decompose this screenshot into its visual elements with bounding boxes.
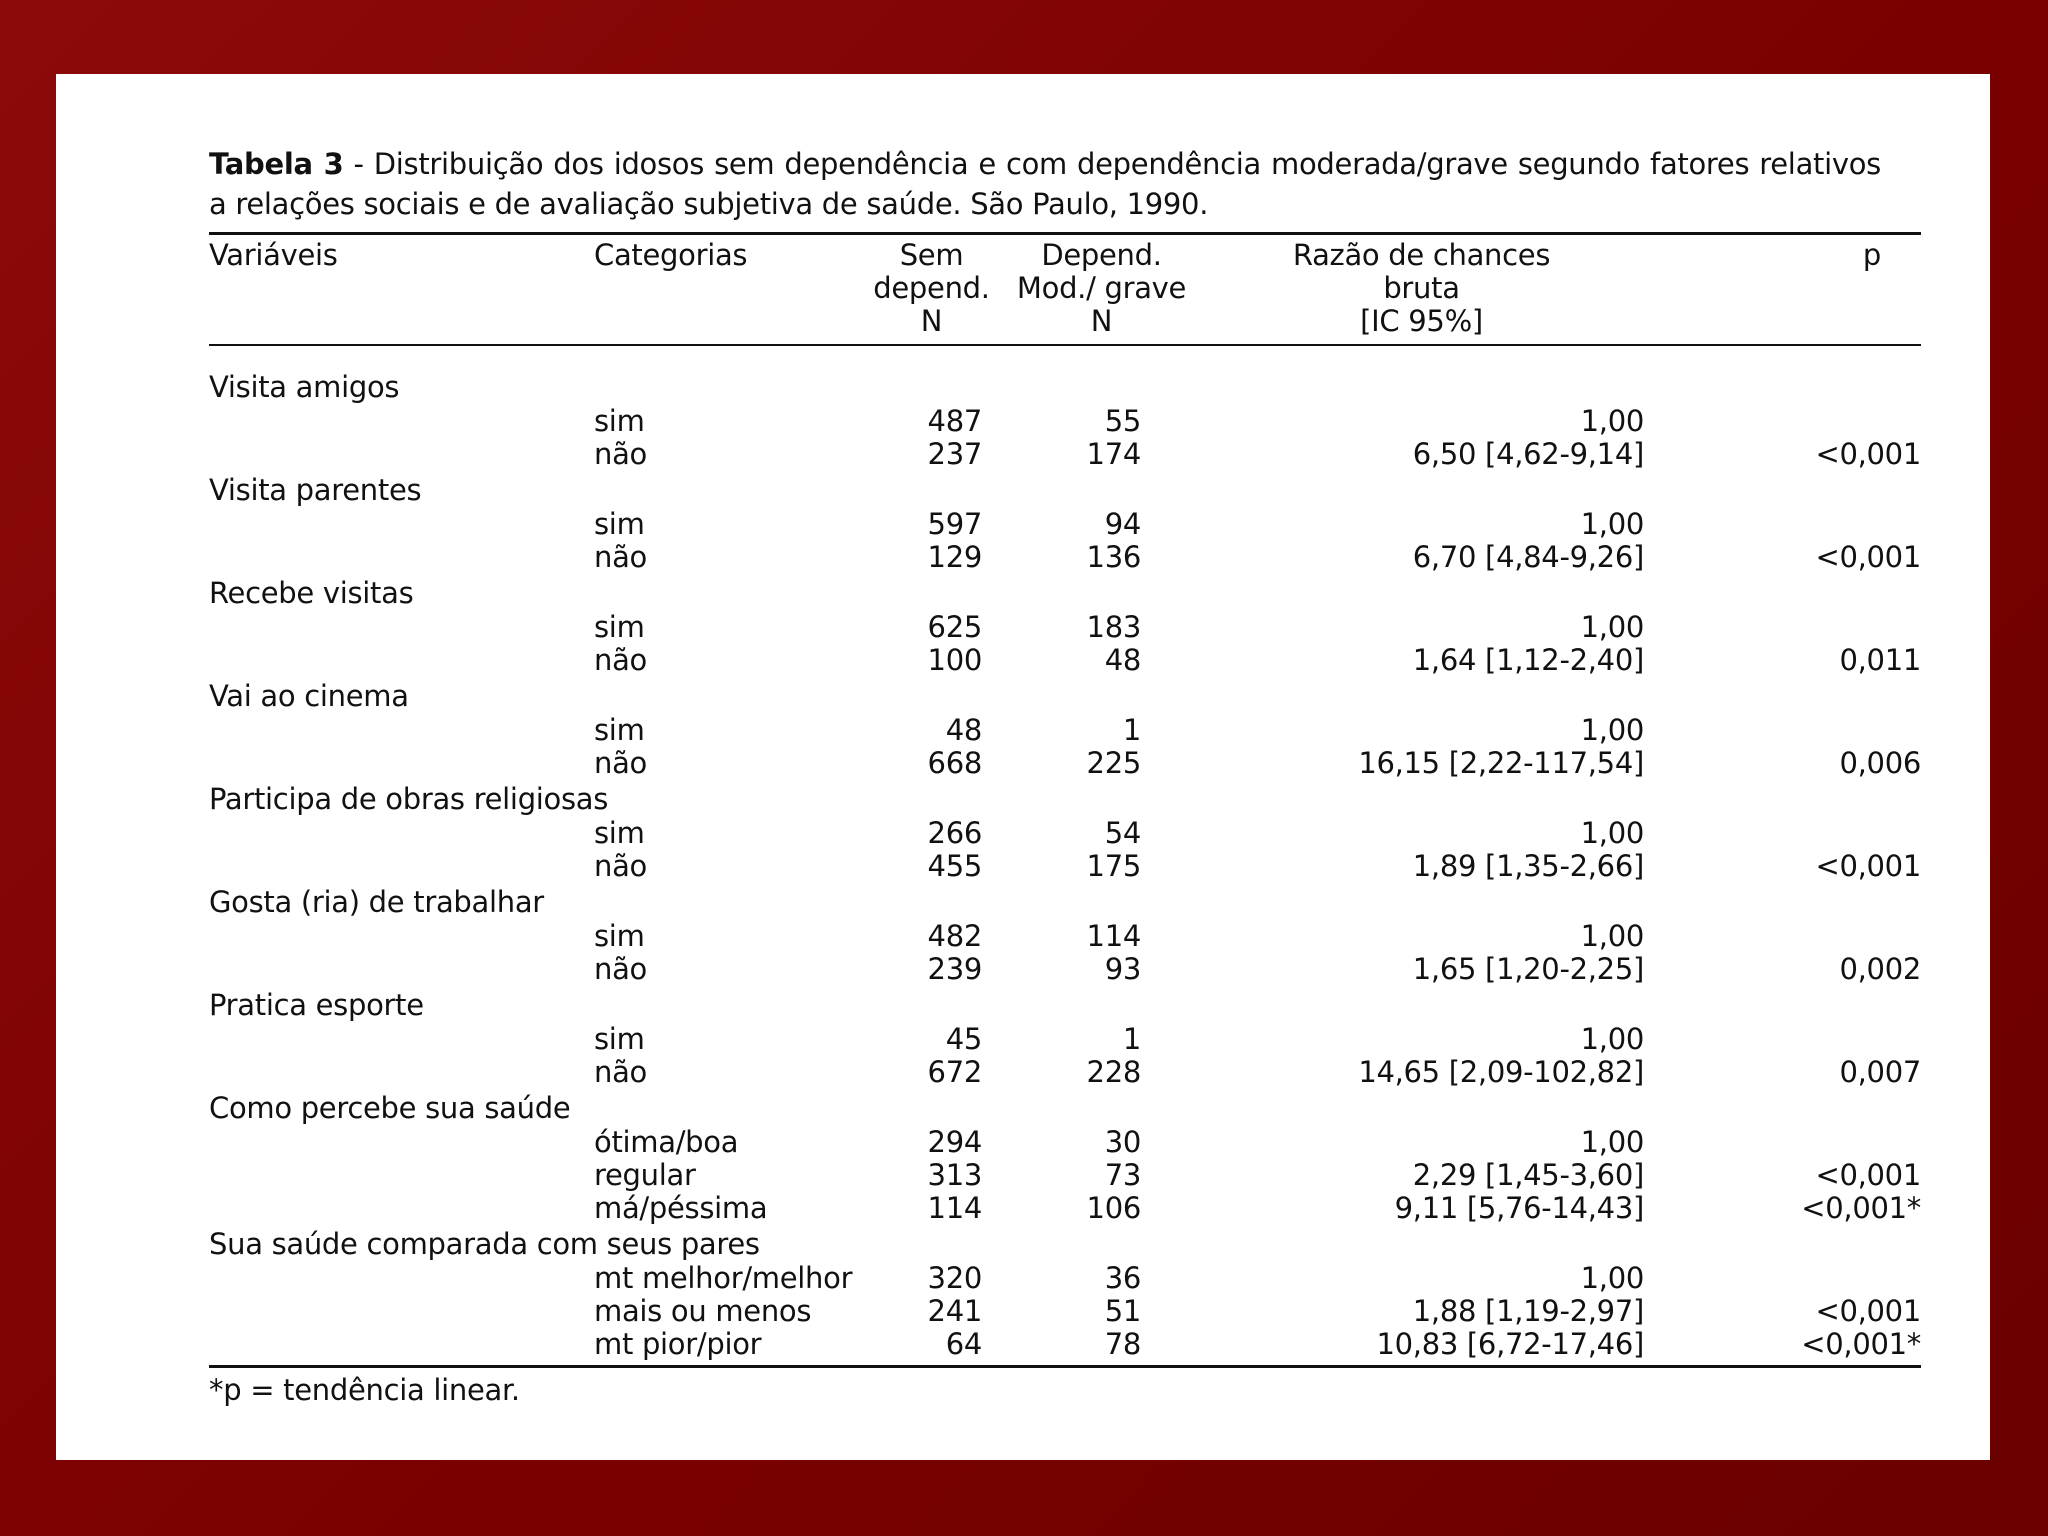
table-row [209, 953, 1921, 986]
table-row [209, 541, 1921, 574]
odds-ratio-cell: 16,15 [2,22-117,54] [1358, 746, 1644, 780]
dependencia-cell: 94 [1104, 507, 1141, 541]
variable-label: Recebe visitas [209, 576, 414, 610]
variable-cell [209, 1295, 594, 1328]
variable-row [209, 368, 1921, 405]
dependencia-cell: 106 [1086, 1191, 1141, 1225]
dependencia-cell: 225 [1086, 746, 1141, 780]
odds-ratio-cell: 1,00 [1580, 1125, 1644, 1159]
category-cell: não [594, 849, 647, 883]
category-cell: mt pior/pior [594, 1328, 859, 1367]
p-value-cell: <0,001 [1815, 540, 1921, 574]
sem-dependencia-cell: 672 [927, 1055, 982, 1089]
variable-row [209, 986, 1921, 1023]
sem-dependencia-cell: 100 [927, 643, 982, 677]
table-row [209, 1023, 1921, 1056]
header-razao-de-chances: Razão de chances bruta [IC 95%] [1199, 234, 1644, 346]
variable-cell [209, 541, 594, 574]
sem-dependencia-cell: 313 [927, 1158, 982, 1192]
p-value-cell: 0,006 [1839, 746, 1921, 780]
variable-label: Pratica esporte [209, 988, 424, 1022]
p-value-cell: <0,001 [1815, 1294, 1921, 1328]
odds-ratio-cell: 1,00 [1580, 507, 1644, 541]
variable-row [209, 1225, 1921, 1262]
category-cell: sim [594, 610, 645, 644]
table-body [209, 345, 1921, 1367]
sem-dependencia-cell: 64 [859, 1328, 1004, 1367]
category-cell: não [594, 643, 647, 677]
header-variaveis: Variáveis [209, 234, 594, 346]
sem-dependencia-cell: 482 [927, 919, 982, 953]
table-row [209, 920, 1921, 953]
variable-label: Sua saúde comparada com seus pares [209, 1227, 760, 1261]
sem-dependencia-cell: 455 [927, 849, 982, 883]
table-row [209, 438, 1921, 471]
table-row [209, 1328, 1921, 1367]
category-cell: sim [594, 816, 645, 850]
odds-ratio-cell: 1,00 [1580, 816, 1644, 850]
category-cell: não [594, 540, 647, 574]
table-document [209, 144, 1921, 1408]
variable-cell [209, 850, 594, 883]
dependencia-cell: 93 [1104, 952, 1141, 986]
p-value-cell [1644, 1023, 1921, 1056]
p-value-cell [1644, 508, 1921, 541]
category-cell: sim [594, 919, 645, 953]
category-cell: regular [594, 1158, 696, 1192]
variable-cell [209, 714, 594, 747]
odds-ratio-cell: 10,83 [6,72-17,46] [1199, 1328, 1644, 1367]
slide-panel [56, 74, 1990, 1460]
table-row [209, 405, 1921, 438]
category-cell: não [594, 437, 647, 471]
table-row [209, 644, 1921, 677]
odds-ratio-cell: 1,00 [1580, 404, 1644, 438]
table-row [209, 508, 1921, 541]
sem-dependencia-cell: 129 [927, 540, 982, 574]
sem-dependencia-cell: 597 [927, 507, 982, 541]
table-row [209, 850, 1921, 883]
sem-dependencia-cell: 668 [927, 746, 982, 780]
variable-cell [209, 1328, 594, 1367]
dependencia-cell: 1 [1122, 1022, 1141, 1056]
category-cell: má/péssima [594, 1191, 768, 1225]
variable-row [209, 780, 1921, 817]
table-caption [209, 144, 1881, 224]
variable-label: Visita parentes [209, 473, 422, 507]
table-row [209, 1262, 1921, 1295]
dependencia-cell: 51 [1104, 1294, 1141, 1328]
variable-label: Como percebe sua saúde [209, 1091, 571, 1125]
variable-cell [209, 1126, 594, 1159]
variable-cell [209, 508, 594, 541]
category-cell: sim [594, 713, 645, 747]
dependencia-cell: 54 [1104, 816, 1141, 850]
variable-row [209, 574, 1921, 611]
table-footnote: *p = tendência linear. [209, 1373, 520, 1407]
odds-ratio-cell: 1,00 [1580, 713, 1644, 747]
sem-dependencia-cell: 114 [927, 1191, 982, 1225]
variable-label: Vai ao cinema [209, 679, 409, 713]
table-caption-label: Tabela 3 [209, 147, 344, 181]
table-row [209, 611, 1921, 644]
table-spacer [209, 345, 1921, 368]
p-value-cell: 0,011 [1839, 643, 1921, 677]
dependencia-cell: 78 [1004, 1328, 1199, 1367]
variable-row [209, 883, 1921, 920]
p-value-cell [1644, 920, 1921, 953]
variable-label: Gosta (ria) de trabalhar [209, 885, 544, 919]
category-cell: não [594, 952, 647, 986]
dependencia-cell: 228 [1086, 1055, 1141, 1089]
odds-ratio-cell: 1,65 [1,20-2,25] [1412, 952, 1644, 986]
odds-ratio-cell: 9,11 [5,76-14,43] [1394, 1191, 1644, 1225]
p-value-cell: <0,001* [1644, 1328, 1921, 1367]
header-categorias: Categorias [594, 234, 859, 346]
odds-ratio-cell: 6,50 [4,62-9,14] [1412, 437, 1644, 471]
odds-ratio-cell: 1,00 [1580, 1261, 1644, 1295]
table-row [209, 1056, 1921, 1089]
table-caption-text: - Distribuição dos idosos sem dependência e com dependência moderada/grave segundo fatores relativos a relações sociais e de avaliação subjetiva de saúde. São Paulo, 1990. [209, 147, 1881, 221]
odds-ratio-cell: 2,29 [1,45-3,60] [1412, 1158, 1644, 1192]
variable-cell [209, 438, 594, 471]
variable-label: Participa de obras religiosas [209, 782, 609, 816]
dependencia-cell: 174 [1086, 437, 1141, 471]
p-value-cell: 0,007 [1839, 1055, 1921, 1089]
dependencia-cell: 175 [1086, 849, 1141, 883]
variable-cell [209, 1192, 594, 1225]
category-cell: não [594, 746, 647, 780]
category-cell: sim [594, 507, 645, 541]
odds-ratio-cell: 1,00 [1580, 1022, 1644, 1056]
variable-cell [209, 405, 594, 438]
variable-cell [209, 920, 594, 953]
p-value-cell: <0,001 [1815, 849, 1921, 883]
odds-ratio-cell: 1,64 [1,12-2,40] [1412, 643, 1644, 677]
header-dependencia-moderada-grave: Depend. Mod./ grave N [1004, 234, 1199, 346]
sem-dependencia-cell: 266 [927, 816, 982, 850]
table-row [209, 1295, 1921, 1328]
dependencia-cell: 136 [1086, 540, 1141, 574]
odds-ratio-cell: 14,65 [2,09-102,82] [1358, 1055, 1644, 1089]
sem-dependencia-cell: 487 [927, 404, 982, 438]
odds-ratio-cell: 1,00 [1580, 919, 1644, 953]
dependencia-cell: 73 [1104, 1158, 1141, 1192]
category-cell: sim [594, 404, 645, 438]
table-row [209, 714, 1921, 747]
variable-cell [209, 817, 594, 850]
category-cell: mais ou menos [594, 1294, 812, 1328]
p-value-cell [1644, 817, 1921, 850]
p-value-cell [1644, 611, 1921, 644]
p-value-cell: 0,002 [1839, 952, 1921, 986]
table-header-row [209, 234, 1921, 346]
variable-cell [209, 1056, 594, 1089]
p-value-cell: <0,001* [1801, 1191, 1921, 1225]
odds-ratio-cell: 1,89 [1,35-2,66] [1412, 849, 1644, 883]
p-value-cell [1644, 1126, 1921, 1159]
variable-cell [209, 644, 594, 677]
table-row [209, 1192, 1921, 1225]
data-table [209, 232, 1921, 1368]
dependencia-cell: 183 [1086, 610, 1141, 644]
variable-cell [209, 747, 594, 780]
dependencia-cell: 48 [1104, 643, 1141, 677]
variable-cell [209, 953, 594, 986]
dependencia-cell: 36 [1104, 1261, 1141, 1295]
category-cell: sim [594, 1022, 645, 1056]
variable-label: Visita amigos [209, 370, 400, 404]
sem-dependencia-cell: 625 [927, 610, 982, 644]
sem-dependencia-cell: 294 [927, 1125, 982, 1159]
p-value-cell [1644, 1262, 1921, 1295]
table-row [209, 817, 1921, 850]
variable-cell [209, 1262, 594, 1295]
odds-ratio-cell: 1,88 [1,19-2,97] [1412, 1294, 1644, 1328]
variable-cell [209, 1023, 594, 1056]
variable-cell [209, 611, 594, 644]
category-cell: mt melhor/melhor [594, 1261, 853, 1295]
odds-ratio-cell: 1,00 [1580, 610, 1644, 644]
variable-row [209, 1089, 1921, 1126]
category-cell: não [594, 1055, 647, 1089]
sem-dependencia-cell: 320 [927, 1261, 982, 1295]
header-sem-dependencia: Sem depend. N [859, 234, 1004, 346]
p-value-cell [1644, 405, 1921, 438]
sem-dependencia-cell: 237 [927, 437, 982, 471]
p-value-cell [1644, 714, 1921, 747]
variable-row [209, 471, 1921, 508]
table-row [209, 1126, 1921, 1159]
dependencia-cell: 55 [1104, 404, 1141, 438]
dependencia-cell: 114 [1086, 919, 1141, 953]
sem-dependencia-cell: 48 [945, 713, 982, 747]
table-row [209, 1159, 1921, 1192]
header-p: p [1644, 234, 1921, 346]
dependencia-cell: 1 [1122, 713, 1141, 747]
sem-dependencia-cell: 239 [927, 952, 982, 986]
category-cell: ótima/boa [594, 1125, 739, 1159]
sem-dependencia-cell: 45 [945, 1022, 982, 1056]
p-value-cell: <0,001 [1815, 437, 1921, 471]
variable-cell [209, 1159, 594, 1192]
table-row [209, 747, 1921, 780]
variable-row [209, 677, 1921, 714]
sem-dependencia-cell: 241 [927, 1294, 982, 1328]
dependencia-cell: 30 [1104, 1125, 1141, 1159]
p-value-cell: <0,001 [1815, 1158, 1921, 1192]
odds-ratio-cell: 6,70 [4,84-9,26] [1412, 540, 1644, 574]
